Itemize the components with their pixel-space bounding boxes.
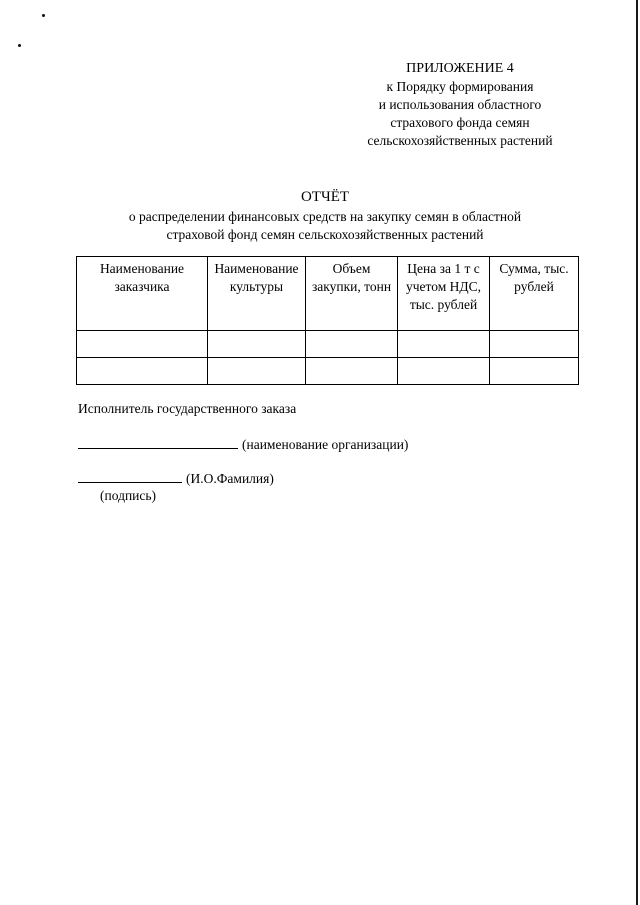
signature-caption: (подпись)	[100, 488, 157, 503]
table-row	[77, 331, 579, 358]
report-heading	[90, 188, 560, 244]
header-customer: Наименование заказчика	[77, 257, 208, 331]
organization-caption: (наименование организации)	[242, 437, 409, 452]
header-crop: Наименование культуры	[208, 257, 306, 331]
executor-label: Исполнитель государственного заказа	[78, 401, 297, 416]
table-header-row	[77, 257, 579, 331]
name-caption: (И.О.Фамилия)	[186, 471, 274, 486]
appendix-line: страхового фонда семян	[390, 115, 530, 130]
report-subtitle-line: страховой фонд семян сельскохозяйственных растений	[166, 227, 484, 242]
header-volume: Объем закупки, тонн	[306, 257, 398, 331]
organization-line	[78, 436, 408, 453]
header-sum: Сумма, тыс. рублей	[490, 257, 579, 331]
report-subtitle-line: о распределении финансовых средств на закупку семян в областной	[128, 209, 522, 224]
scan-speck	[18, 44, 21, 47]
appendix-line: к Порядку формирования	[386, 79, 534, 94]
header-price: Цена за 1 т с учетом НДС, тыс. рублей	[398, 257, 490, 331]
name-line	[78, 470, 274, 487]
report-title: ОТЧЁТ	[300, 189, 350, 205]
table-cell	[490, 358, 579, 385]
appendix-line: и использования областного	[378, 97, 542, 112]
appendix-header	[335, 60, 585, 150]
table-cell	[77, 358, 208, 385]
scan-speck	[42, 14, 45, 17]
table-cell	[398, 331, 490, 358]
table-row	[77, 358, 579, 385]
appendix-line: сельскохозяйственных растений	[367, 133, 553, 148]
organization-blank	[78, 436, 238, 449]
table-cell	[306, 358, 398, 385]
table-cell	[490, 331, 579, 358]
table-cell	[306, 331, 398, 358]
table-cell	[208, 358, 306, 385]
table-cell	[398, 358, 490, 385]
distribution-table	[76, 256, 579, 385]
name-blank	[78, 470, 182, 483]
table-cell	[77, 331, 208, 358]
appendix-title: ПРИЛОЖЕНИЕ 4	[406, 61, 514, 76]
table-cell	[208, 331, 306, 358]
